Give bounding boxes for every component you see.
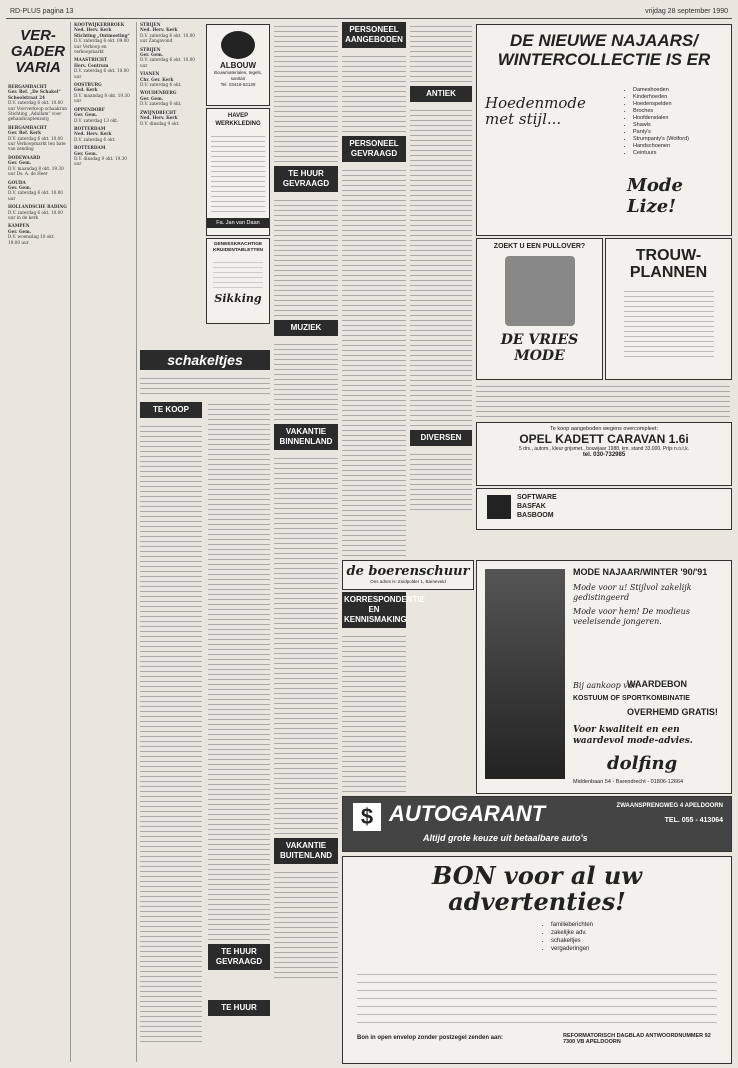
opel-phone: tel. 030-732985 <box>582 452 626 458</box>
najaars-item: • Panty's <box>633 129 689 136</box>
vergader-text: D.V. zaterdag 6 okt. 09.00 uur Verkoop en verkoopmarkt <box>74 38 129 55</box>
najaars-item: • Ceintuurs <box>633 150 689 157</box>
vergader-entry <box>140 90 202 106</box>
te-koop-text <box>140 422 202 1042</box>
bon-footer: Bon in open envelop zonder postzegel zenden aan: <box>357 1035 504 1041</box>
autogarant-slogan: Altijd grote keuze uit betaalbare auto's <box>423 833 588 843</box>
vergader-place: ZWIJNDRECHT <box>140 109 177 115</box>
bon-fields[interactable] <box>357 967 717 1027</box>
mode-najaar-slogan: Voor kwaliteit en een waardevol mode-advies. <box>573 725 693 746</box>
column-middle <box>274 22 338 1062</box>
vergader-text: D.V. dinsdag 9 okt. 19.30 uur <box>74 155 127 167</box>
column-schakeltjes-1 <box>140 400 202 1040</box>
personeel-aangeboden-banner: PERSONEEL AANGEBODEN <box>342 22 406 48</box>
vergader-text: D.V. maandag 8 okt. 19.30 uur Ds. A. de Heer <box>8 165 64 177</box>
vergader-church: Ger. Ref. Kerk <box>8 130 42 136</box>
mode-najaar-line1: Mode voor u! Stijlvol zakelijk gedistingeerd <box>573 583 692 602</box>
boerenschuur-sub: Ons adres is: Zuidpolder 1, Barneveld <box>370 579 446 584</box>
vergader-place: KAMPEN <box>8 223 30 229</box>
bon-form <box>342 856 732 1064</box>
vergader-text: D.V. zaterdag 6 okt. 10.00 uur <box>74 68 129 79</box>
vergader-place: KOOTWIJKERBROEK <box>74 22 125 27</box>
vergader-church: Ned. Herv. Kerk <box>140 115 178 121</box>
vergader-church: Ger. Gem. <box>8 160 32 166</box>
opel-intro: Te koop aangeboden wegens overcompleet: <box>550 426 658 432</box>
albouw-sub: Bouwmaterialen, tegels, sanitair <box>213 70 263 81</box>
sikking-ad <box>206 238 270 324</box>
autogarant-address: ZWAANSPRENGWEG 4 APELDOORN <box>616 803 723 809</box>
albouw-logo <box>221 31 255 59</box>
opel-sub: 5 drs., autom., kleur grijsmet., bouwjaar 1988, km. stand 33.000. Prijs n.o.t.k. <box>518 446 690 452</box>
albouw-brand: ALBOUW <box>220 61 256 70</box>
boerenschuur-ad <box>342 560 474 590</box>
autogarant-brand: AUTOGARANT <box>389 801 546 826</box>
te-koop-gevraagd-banner: TE HUUR GEVRAAGD <box>208 944 270 970</box>
bon-title: BON voor al uw advertenties! <box>431 861 643 916</box>
vergader-place: VIANEN <box>140 71 160 77</box>
najaars-item: • Dameshoeden <box>633 87 689 94</box>
vergader-church: Ned. Herv. Kerk <box>140 27 178 33</box>
vergader-church: Ger. Gem. <box>74 150 98 156</box>
opel-ad <box>476 422 732 486</box>
najaars-brand: Mode Lize! <box>627 175 683 217</box>
column-antiek <box>410 22 472 582</box>
kostuum: KOSTUUM OF SPORTKOMBINATIE <box>573 695 690 702</box>
albouw-ad <box>206 24 270 106</box>
page-header <box>6 6 732 18</box>
vakantie-buitenland-banner: VAKANTIE BUITENLAND <box>274 838 338 864</box>
vergader-list <box>8 84 68 245</box>
sikking-brand: Sikking <box>214 292 262 305</box>
vergader-church: Ned. Herv. Kerk Stichting „Ontmoeting“ <box>74 27 130 38</box>
albouw-phone: Tel. 03418-52130 <box>220 82 256 87</box>
vergader-entry <box>74 22 134 54</box>
vergader-text: D.V. zaterdag 6 okt. 10.00 uur <box>8 190 63 201</box>
pullover-image <box>505 256 575 326</box>
vergader-entry <box>8 204 68 220</box>
column-vergader-3 <box>140 22 202 362</box>
najaars-sub: Hoedenmode met stijl... <box>485 94 586 128</box>
vergader-place: STRIJEN <box>140 22 161 27</box>
havep-title: HAVEP WERKKLEDING <box>215 113 261 127</box>
vergader-entry <box>140 110 202 126</box>
correspondentie-banner: KORRESPONDENTIE EN KENNISMAKING <box>342 592 406 628</box>
vergader-text: D.V. woensdag 10 okt. 19.00 uur <box>8 234 55 245</box>
te-koop-banner: TE KOOP <box>140 402 202 418</box>
software-line: SOFTWARE <box>517 494 557 501</box>
vergader-entry <box>74 126 134 142</box>
vergader-church: Chr. Ger. Kerk <box>140 76 174 82</box>
vergader-text: D.V. zaterdag 6 okt. 10.00 uur in de kerk <box>8 209 63 220</box>
vergader-text: D.V. zaterdag 6 okt. 10.00 uur Verkoopmarkt ten bate van zending <box>8 135 66 152</box>
vergader-text: D.V. zaterdag 6 okt. 10.00 uur <box>140 57 195 68</box>
vergader-church: Ger. Gem. <box>8 184 32 190</box>
vergader-text: D.V. zaterdag 6 okt. <box>74 136 116 142</box>
vergader-place: GOUDA <box>8 179 26 185</box>
vergader-church: Ged. Kerk <box>74 87 98 93</box>
vergader-place: STRIJEN <box>140 46 161 52</box>
vergader-place: OPPENDORF <box>74 106 105 112</box>
muziek-banner: MUZIEK <box>274 320 338 336</box>
sikking-text <box>213 258 263 288</box>
vries-mode-brand: DE VRIES MODE <box>500 332 579 364</box>
autogarant-phone: TEL. 055 - 413064 <box>664 817 723 824</box>
column-personeel <box>342 22 406 582</box>
personeel-gevraagd-banner: PERSONEEL GEVRAAGD <box>342 136 406 162</box>
vergader-place: ROTTERDAM <box>74 125 106 131</box>
mode-najaar-sub: Bij aankoop van <box>573 681 638 690</box>
trouw-ad <box>605 238 732 380</box>
vergader-church: Ger. Gem. <box>8 228 32 234</box>
schakeltjes-intro <box>140 374 270 396</box>
te-huur-banner: TE HUUR <box>208 1000 270 1016</box>
najaars-item: • Shawls <box>633 122 689 129</box>
vergader-entry <box>8 84 68 122</box>
vergader-entry <box>8 125 68 152</box>
vakantie-binnenland-banner: VAKANTIE BINNENLAND <box>274 424 338 450</box>
software-line: BASFAK <box>517 503 546 510</box>
bon-bullet: • vergaderingen <box>551 945 593 953</box>
vergader-church: Ger. Gem. <box>74 112 98 118</box>
havep-ad <box>206 108 270 236</box>
overhemd-gratis: OVERHEMD GRATIS! <box>627 707 718 717</box>
bon-bullet: • familieberichten <box>551 921 593 929</box>
dolfing-brand: dolfing <box>607 753 678 774</box>
vergader-entry <box>8 223 68 245</box>
vergader-place: OOSTBURG <box>74 82 102 88</box>
vergader-text: D.V. dinsdag 9 okt. <box>140 120 180 126</box>
page-date: vrijdag 28 september 1990 <box>645 8 728 15</box>
sikking-title: GENEESKRACHTIGE KRUIDENTABLETTEN <box>212 242 263 253</box>
vergader-place: BERGAMBACHT <box>8 84 47 89</box>
vergader-place: BERGAMBACHT <box>8 124 47 130</box>
vergader-text: D.V. zaterdag 6 okt. <box>140 82 182 88</box>
vergader-list-3 <box>140 22 202 126</box>
vergader-title: VER-GADER VARIA <box>10 27 66 76</box>
vergader-entry <box>74 107 134 123</box>
najaars-ad <box>476 24 732 236</box>
bon-bullet: • zakelijke adv. <box>551 929 593 937</box>
model-photo <box>485 569 565 779</box>
najaars-item: • Strumpanty's (Wolford) <box>633 136 689 143</box>
vergader-list-2 <box>74 22 134 167</box>
column-vergader-2 <box>74 22 134 1062</box>
vergader-entry <box>140 22 202 44</box>
vergader-place: MAASTRICHT <box>74 57 108 63</box>
vergader-entry <box>140 71 202 87</box>
vergader-text: D.V. zaterdag 6 okt. 10.00 uur Zangavond <box>140 32 195 44</box>
schakeltjes-text-2 <box>208 400 270 940</box>
najaars-items <box>625 87 689 157</box>
vergader-church: Herv. Centrum <box>74 62 109 68</box>
diversen-banner: DIVERSEN <box>410 430 472 446</box>
column-divider <box>136 22 137 1062</box>
havep-name: Fa. Jan van Daan <box>207 218 269 228</box>
mode-najaar-title: MODE NAJAAR/WINTER '90/'91 <box>573 567 708 577</box>
column-vergader <box>8 22 68 1062</box>
autogarant-ad <box>342 796 732 852</box>
vergader-text: D.V. zaterdag 6 okt. <box>140 101 182 107</box>
havep-text <box>211 132 265 214</box>
vergader-church: Ger. Ref. „De Schakel“ Schoolstraat 24 <box>8 89 61 100</box>
schakeltjes-banner: schakeltjes <box>140 350 270 370</box>
vergader-entry <box>74 82 134 104</box>
mode-najaar-ad <box>476 560 732 794</box>
vries-mode-title: ZOEKT U EEN PULLOVER? <box>493 243 586 250</box>
vergader-text: D.V. zaterdag 6 okt. 10.00 uur Voorverkoop schaakrun Stichting „Adullam“ voor gehandicaptenzorg <box>8 100 67 122</box>
najaars-title: DE NIEUWE NAJAARS/ WINTERCOLLECTIE IS ER <box>497 31 711 69</box>
column-divider <box>70 22 71 1062</box>
vergader-entry <box>140 47 202 69</box>
te-huur-gevraagd-banner: TE HUUR GEVRAAGD <box>274 166 338 192</box>
bon-bullets <box>543 921 593 953</box>
header-rule <box>6 18 732 19</box>
najaars-item: • Broches <box>633 108 689 115</box>
vergader-entry <box>74 57 134 79</box>
najaars-item: • Handschoenen <box>633 143 689 150</box>
trouw-title: TROUW-PLANNEN <box>629 247 708 281</box>
bon-bullet: • schakeltjes <box>551 937 593 945</box>
waardebon: WAARDEBON <box>627 679 687 689</box>
antiek-banner: ANTIEK <box>410 86 472 102</box>
boerenschuur-title: de boerenschuur <box>346 564 470 579</box>
najaars-item: • Hoofdenstalen <box>633 115 689 122</box>
software-line: BASBOOM <box>517 512 554 519</box>
vergader-place: ROTTERDAM <box>74 145 106 151</box>
vergader-text: D.V. zaterdag 13 okt. <box>74 117 119 123</box>
software-lines <box>517 493 557 520</box>
najaars-item: • Kinderhoeden <box>633 94 689 101</box>
column-schakeltjes-2 <box>208 400 270 1040</box>
vergader-church: Ger. Gem. <box>140 52 164 58</box>
vergader-place: HOLLANDSCHE RADING <box>8 204 67 210</box>
vergader-text: D.V. maandag 8 okt. 19.30 uur <box>74 92 130 104</box>
opel-title: OPEL KADETT CARAVAN 1.6i <box>519 432 689 446</box>
najaars-item: • Hoedenspelden <box>633 101 689 108</box>
autogarant-logo: $ <box>353 803 381 831</box>
vergader-entry <box>8 155 68 177</box>
vergader-entry <box>74 145 134 167</box>
bon-address: REFORMATORISCH DAGBLAD ANTWOORDNUMMER 92 7300 VB APELDOORN <box>563 1033 711 1045</box>
vergader-place: DODEWAARD <box>8 154 41 160</box>
vergader-church: Ned. Herv. Kerk <box>74 131 112 137</box>
vergader-place: WOUDENBERG <box>140 90 177 96</box>
software-ad <box>476 488 732 530</box>
vergader-church: Ger. Gem. <box>140 95 164 101</box>
vries-mode-ad <box>476 238 603 380</box>
software-logo <box>487 495 511 519</box>
mode-najaar-line2: Mode voor hem! De modieus veeleisende jongeren. <box>573 607 690 626</box>
vergader-entry <box>8 180 68 202</box>
page-number: RD-PLUS pagina 13 <box>10 8 74 15</box>
dolfing-address: Middenbaan 54 - Barendrecht - 01806-12664 <box>573 779 684 785</box>
